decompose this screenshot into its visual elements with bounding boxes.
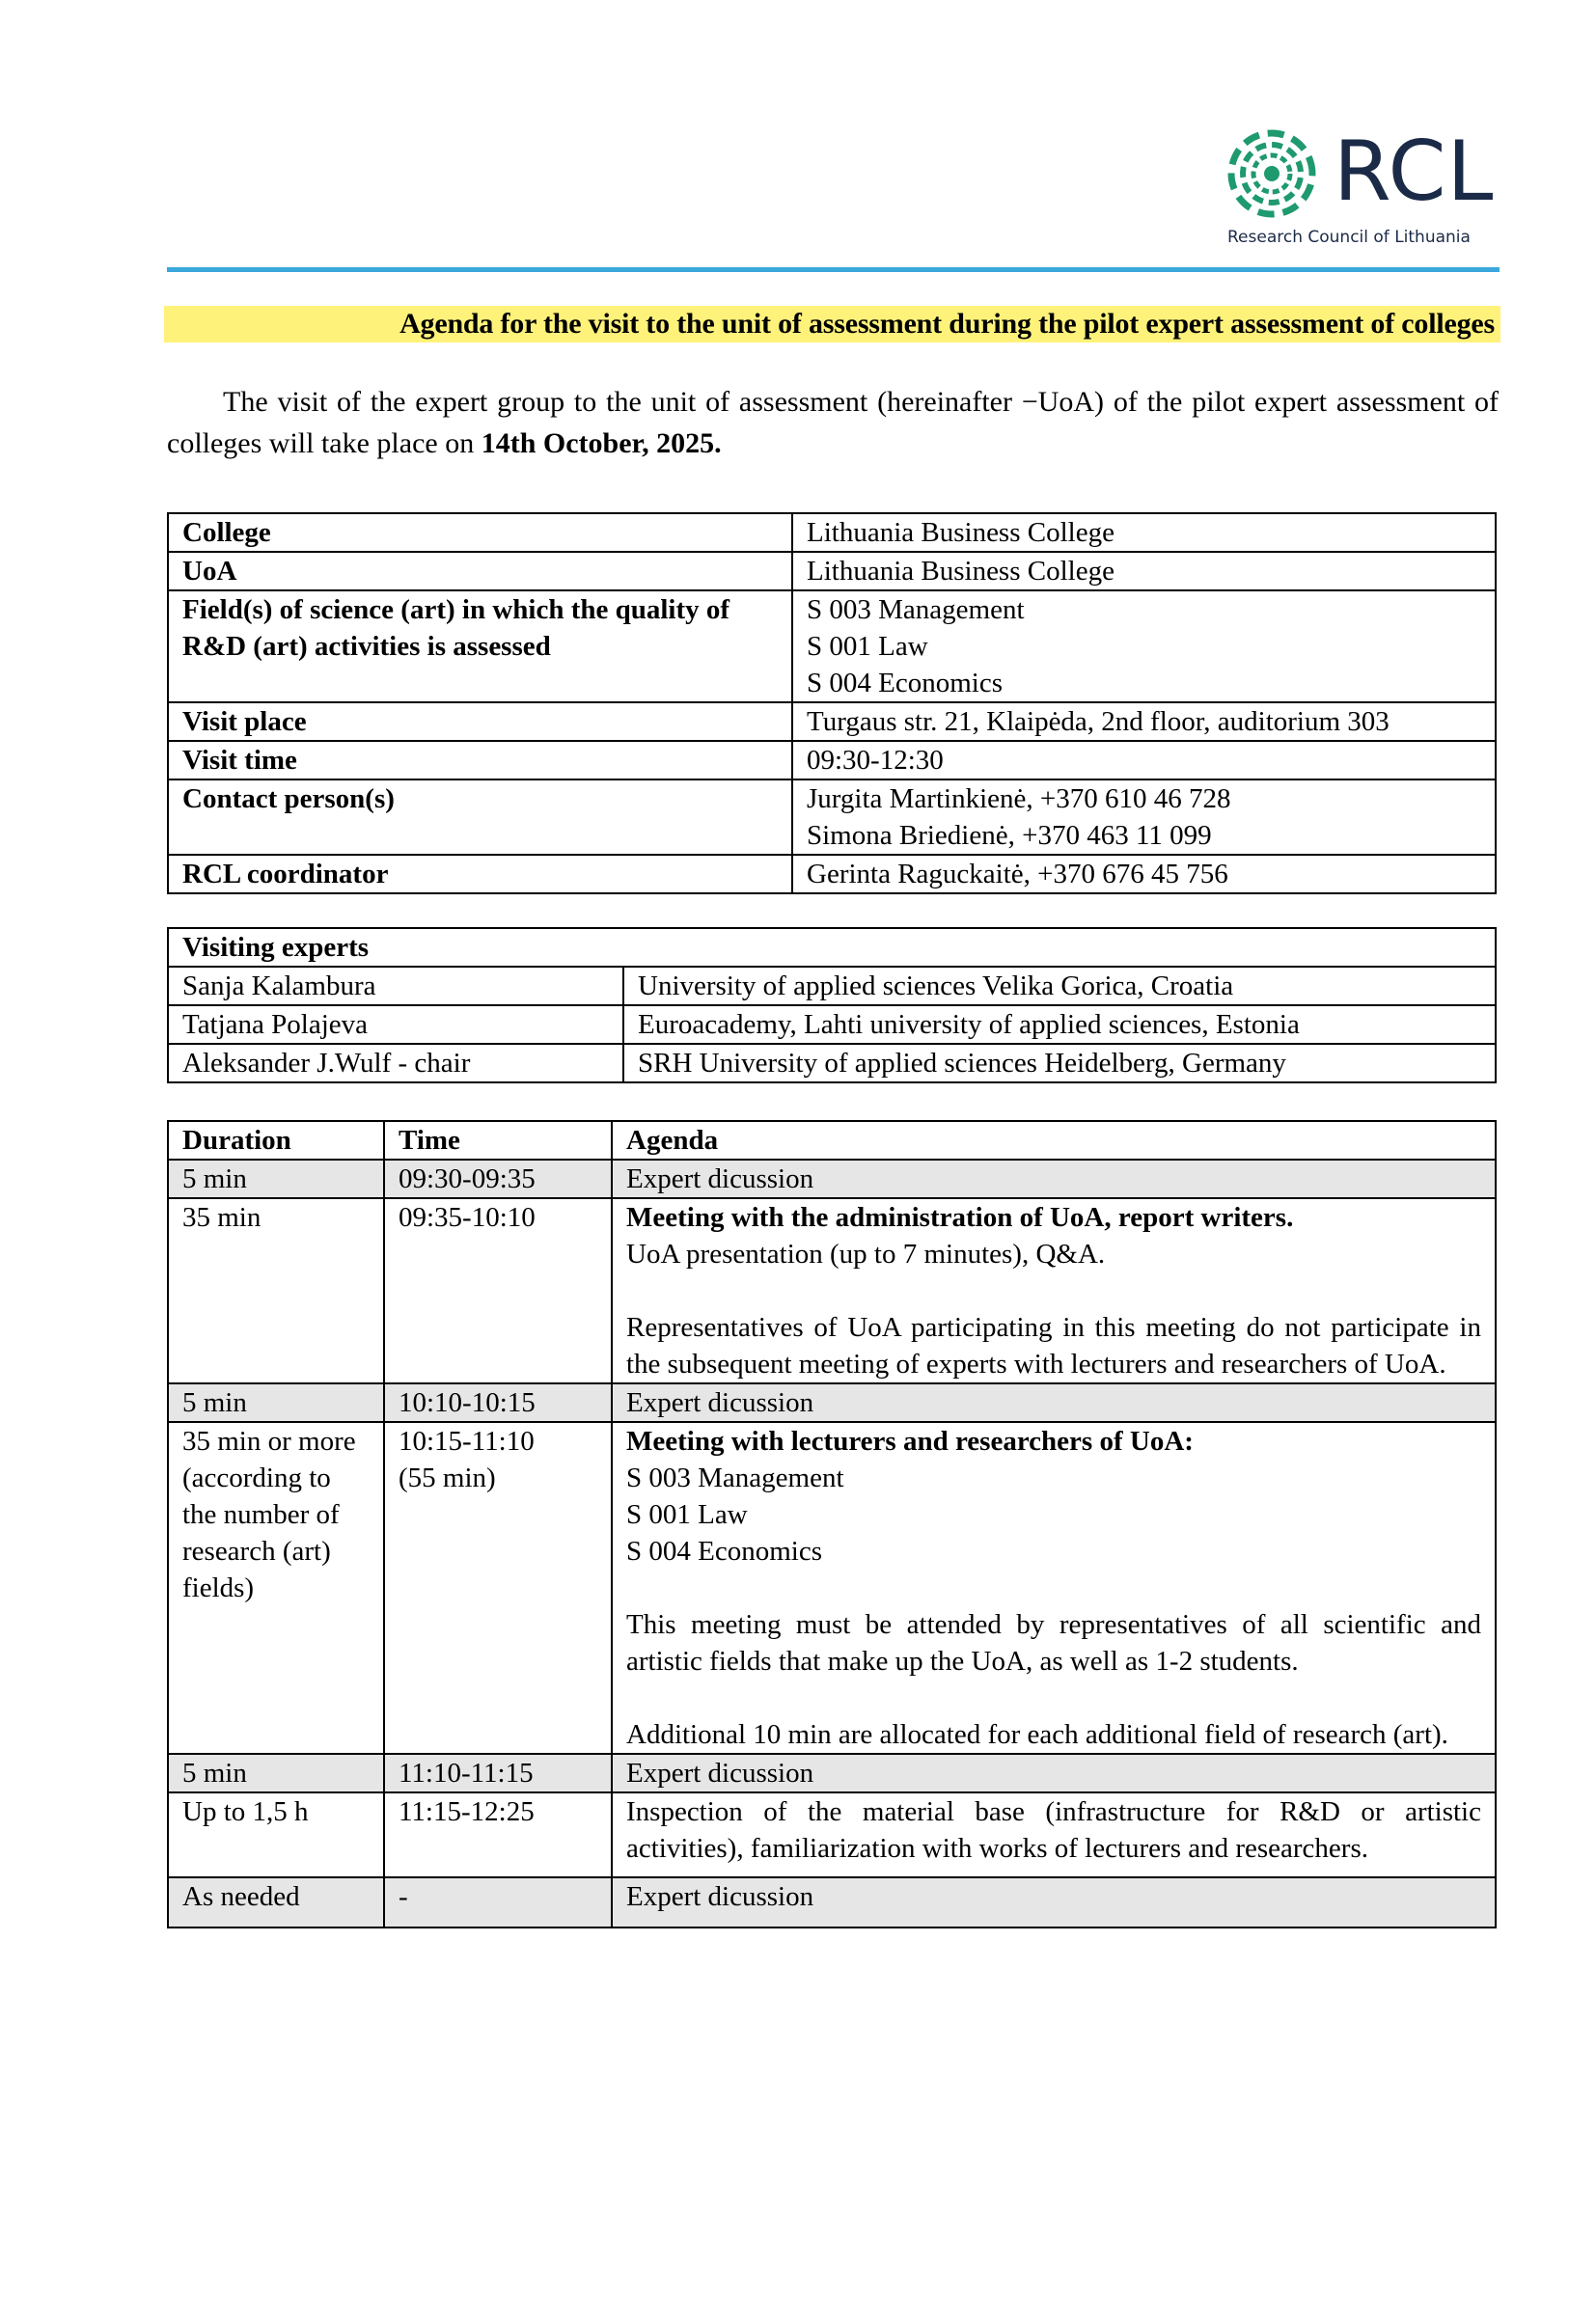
rcl-emblem-icon [1225,127,1318,220]
agenda-cell: Expert dicussion [612,1877,1496,1928]
table-row [168,1754,1496,1792]
time-cell: 10:10-10:15 [384,1383,612,1422]
agenda-item-title: Meeting with the administration of UoA, report writers. [626,1202,1294,1233]
time-range: 10:15-11:10 [399,1426,535,1457]
intro-paragraph [167,381,1499,464]
field-item: S 001 Law [807,631,928,662]
logo-wordmark: RCL [1334,123,1495,220]
row-label: Contact person(s) [168,779,792,855]
table-row [168,1005,1496,1044]
duration-cell: 5 min [168,1160,384,1198]
agenda-cell: Expert dicussion [612,1754,1496,1792]
agenda-cell: Expert dicussion [612,1160,1496,1198]
experts-header: Visiting experts [168,928,1496,967]
spacer [626,1680,1481,1716]
table-row [168,741,1496,779]
agenda-cell: Inspection of the material base (infrastructure for R&D or artistic activities), familiarization with works of lecturers and researchers. [612,1792,1496,1877]
duration-cell: As needed [168,1877,384,1928]
agenda-item-line: S 003 Management [626,1463,844,1493]
agenda-cell [612,1422,1496,1754]
contact-item: Jurgita Martinkienė, +370 610 46 728 [807,783,1231,814]
row-value [792,779,1496,855]
table-row [168,702,1496,741]
time-cell: 11:15-12:25 [384,1792,612,1877]
table-row [168,1422,1496,1754]
table-row [168,1792,1496,1877]
agenda-item-line: UoA presentation (up to 7 minutes), Q&A. [626,1239,1106,1270]
spacer [626,1272,1481,1309]
row-label: Visit time [168,741,792,779]
agenda-item-line: S 001 Law [626,1499,748,1530]
table-row [168,1044,1496,1082]
expert-name: Sanja Kalambura [168,967,623,1005]
spacer [626,1570,1481,1606]
table-header-row [168,1121,1496,1160]
expert-name: Aleksander J.Wulf - chair [168,1044,623,1082]
visit-date: 14th October, 2025. [481,427,722,459]
row-value: 09:30-12:30 [792,741,1496,779]
table-header-row [168,928,1496,967]
column-header-agenda: Agenda [612,1121,1496,1160]
time-note: (55 min) [399,1463,496,1493]
logo-subtitle: Research Council of Lithuania [1227,228,1471,247]
row-label: Visit place [168,702,792,741]
column-header-duration: Duration [168,1121,384,1160]
agenda-item-line: This meeting must be attended by representatives of all scientific and artistic fields that make up the UoA, as well as 1-2 students. [626,1609,1481,1677]
duration-cell: 35 min or more (according to the number of research (art) fields) [168,1422,384,1754]
expert-institution: Euroacademy, Lahti university of applied sciences, Estonia [623,1005,1496,1044]
page-title: Agenda for the visit to the unit of assessment during the pilot expert assessment of colleges [399,308,1495,340]
time-cell: 09:35-10:10 [384,1198,612,1383]
time-cell: 11:10-11:15 [384,1754,612,1792]
row-value [792,590,1496,702]
row-value: Turgaus str. 21, Klaipėda, 2nd floor, auditorium 303 [792,702,1496,741]
duration-cell: Up to 1,5 h [168,1792,384,1877]
time-cell [384,1422,612,1754]
table-row [168,590,1496,702]
expert-institution: SRH University of applied sciences Heidelberg, Germany [623,1044,1496,1082]
row-value: Gerinta Raguckaitė, +370 676 45 756 [792,855,1496,893]
duration-cell: 5 min [168,1383,384,1422]
agenda-schedule-table [167,1120,1497,1928]
table-row [168,967,1496,1005]
header-divider [167,267,1500,272]
time-cell: - [384,1877,612,1928]
agenda-item-line: S 004 Economics [626,1536,822,1567]
table-row [168,552,1496,590]
table-row [168,1383,1496,1422]
column-header-time: Time [384,1121,612,1160]
field-item: S 004 Economics [807,668,1003,698]
row-label: UoA [168,552,792,590]
intro-text: The visit of the expert group to the unit of assessment (hereinafter −UoA) of the pilot expert assessment of colleges will take place on [167,386,1499,459]
visiting-experts-table [167,927,1497,1083]
contact-item: Simona Briedienė, +370 463 11 099 [807,820,1212,851]
agenda-cell: Expert dicussion [612,1383,1496,1422]
visit-info-table [167,512,1497,894]
agenda-cell [612,1198,1496,1383]
time-cell: 09:30-09:35 [384,1160,612,1198]
row-label: Field(s) of science (art) in which the quality of R&D (art) activities is assessed [168,590,792,702]
table-row [168,855,1496,893]
expert-institution: University of applied sciences Velika Gorica, Croatia [623,967,1496,1005]
table-row [168,513,1496,552]
expert-name: Tatjana Polajeva [168,1005,623,1044]
rcl-logo [1225,123,1500,254]
table-row [168,1877,1496,1928]
field-item: S 003 Management [807,594,1025,625]
table-row [168,1160,1496,1198]
row-label: College [168,513,792,552]
table-row [168,1198,1496,1383]
duration-cell: 5 min [168,1754,384,1792]
agenda-item-line: Representatives of UoA participating in this meeting do not participate in the subsequent meeting of experts with lecturers and researchers of UoA. [626,1312,1481,1380]
agenda-item-title: Meeting with lecturers and researchers of UoA: [626,1426,1194,1457]
table-row [168,779,1496,855]
row-value: Lithuania Business College [792,552,1496,590]
title-banner [164,306,1500,342]
row-label: RCL coordinator [168,855,792,893]
duration-cell: 35 min [168,1198,384,1383]
agenda-item-line: Additional 10 min are allocated for each additional field of research (art). [626,1719,1448,1750]
row-value: Lithuania Business College [792,513,1496,552]
